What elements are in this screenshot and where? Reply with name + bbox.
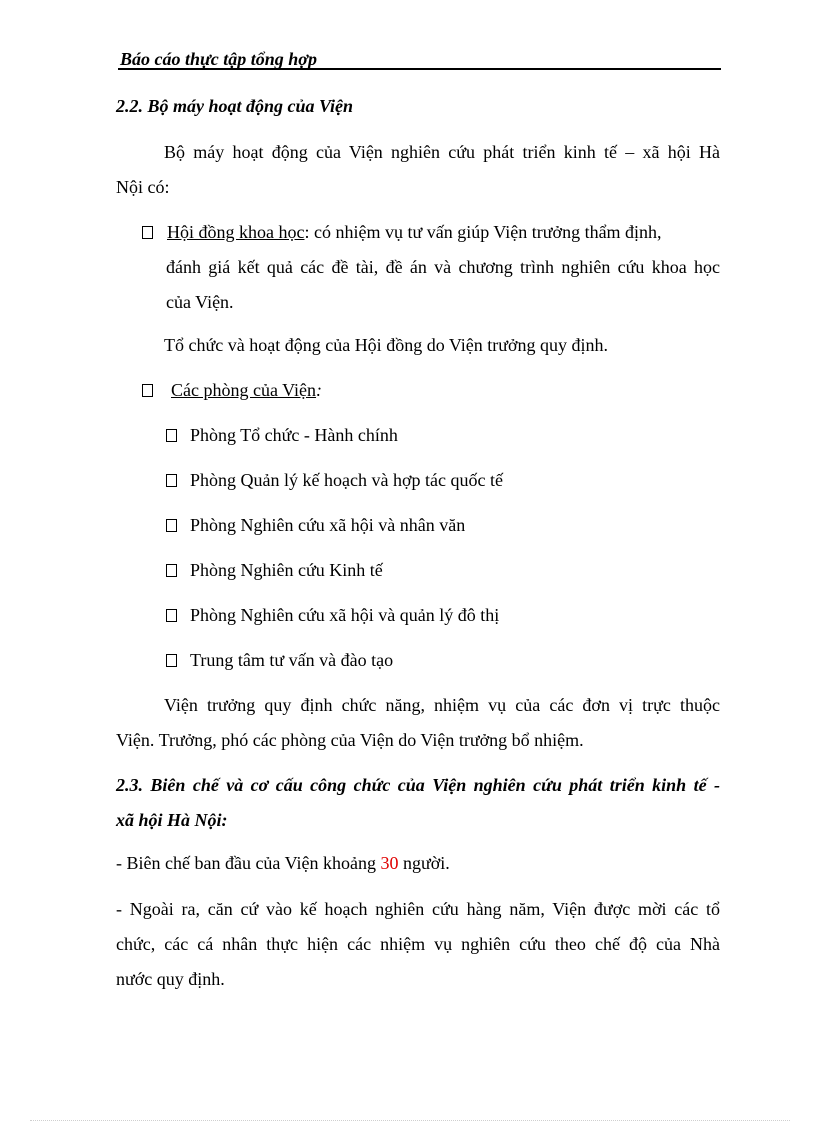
council-bullet bbox=[142, 220, 720, 244]
closing-line-1: Viện trưởng quy định chức năng, nhiệm vụ của các đơn vị trực thuộc bbox=[164, 695, 720, 715]
council-line-2: đánh giá kết quả các đề tài, đề án và chương trình nghiên cứu khoa học bbox=[166, 257, 720, 277]
intro-line-1: Bộ máy hoạt động của Viện nghiên cứu phát triển kinh tế – xã hội Hà bbox=[164, 142, 720, 162]
list-item: Phòng Nghiên cứu Kinh tế bbox=[166, 558, 770, 582]
footer-divider bbox=[30, 1120, 790, 1121]
checkbox-bullet-icon bbox=[166, 429, 177, 442]
section-heading-2-2: 2.2. Bộ máy hoạt động của Viện bbox=[116, 96, 354, 116]
section-heading-2-3-line-2: xã hội Hà Nội: bbox=[116, 810, 228, 830]
checkbox-bullet-icon bbox=[166, 564, 177, 577]
checkbox-bullet-icon bbox=[166, 519, 177, 532]
list-item: Phòng Tổ chức - Hành chính bbox=[166, 423, 770, 447]
council-label: Hội đồng khoa học bbox=[167, 222, 305, 242]
closing-line-2: Viện. Trưởng, phó các phòng của Viện do Viện trưởng bổ nhiệm. bbox=[116, 730, 584, 750]
page-header: Báo cáo thực tập tổng hợp bbox=[118, 48, 721, 70]
list-item: Trung tâm tư vấn và đào tạo bbox=[166, 648, 770, 672]
council-note: Tổ chức và hoạt động của Hội đồng do Viện trưởng quy định. bbox=[164, 335, 609, 355]
departments-label: Các phòng của Viện bbox=[171, 380, 317, 400]
checkbox-bullet-icon bbox=[166, 474, 177, 487]
list-item: Phòng Nghiên cứu xã hội và quản lý đô thị bbox=[166, 603, 770, 627]
checkbox-bullet-icon bbox=[166, 654, 177, 667]
section-heading-2-3-line-1: 2.3. Biên chế và cơ cấu công chức của Viện nghiên cứu phát triển kinh tế - bbox=[116, 775, 720, 795]
checkbox-bullet-icon bbox=[166, 609, 177, 622]
council-line-3: của Viện. bbox=[166, 292, 234, 312]
departments-bullet bbox=[142, 378, 746, 402]
staff-count-number: 30 bbox=[380, 853, 399, 873]
checkbox-bullet-icon bbox=[142, 226, 153, 239]
intro-line-2: Nội có: bbox=[116, 177, 170, 197]
list-item: Phòng Quản lý kế hoạch và hợp tác quốc tế bbox=[166, 468, 770, 492]
checkbox-bullet-icon bbox=[142, 384, 153, 397]
extra-line-1: - Ngoài ra, căn cứ vào kế hoạch nghiên cứu hàng năm, Viện được mời các tổ bbox=[116, 899, 720, 919]
departments-colon: : bbox=[316, 380, 323, 400]
council-description: : có nhiệm vụ tư vấn giúp Viện trưởng thẩm định, bbox=[304, 222, 662, 242]
staff-count-line: - Biên chế ban đầu của Viện khoảng 30 người. bbox=[116, 853, 450, 873]
list-item: Phòng Nghiên cứu xã hội và nhân văn bbox=[166, 513, 770, 537]
extra-line-2: chức, các cá nhân thực hiện các nhiệm vụ nghiên cứu theo chế độ của Nhà bbox=[116, 934, 720, 954]
extra-line-3: nước quy định. bbox=[116, 969, 225, 989]
